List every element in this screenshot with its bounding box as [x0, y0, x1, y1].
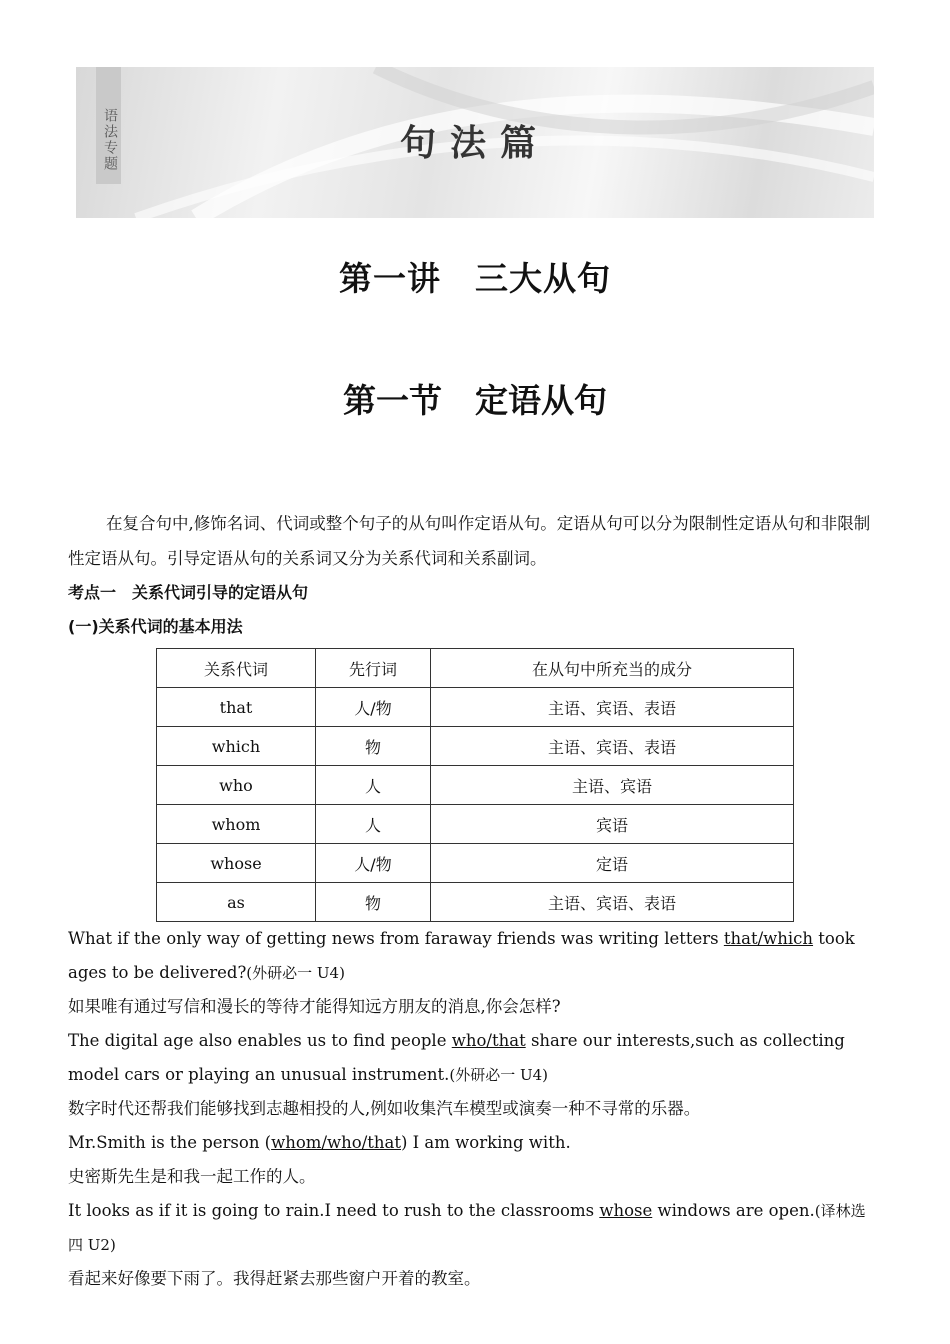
header-pronoun: 关系代词	[157, 649, 316, 688]
main-content	[68, 506, 880, 1296]
table-row	[157, 883, 794, 922]
table-row	[157, 766, 794, 805]
intro-paragraph: 在复合句中,修饰名词、代词或整个句子的从句叫作定语从句。定语从句可以分为限制性定语从句和非限制性定语从句。引导定语从句的关系词又分为关系代词和关系副词。	[68, 514, 871, 568]
antecedent-cell: 人/物	[316, 688, 431, 727]
source-note: (外研必一 U4)	[449, 1066, 549, 1084]
function-cell: 主语、宾语、表语	[431, 883, 794, 922]
example-chinese: 数字时代还帮我们能够找到志趣相投的人,例如收集汽车模型或演奏一种不寻常的乐器。	[68, 1099, 701, 1118]
table-row	[157, 688, 794, 727]
table-row	[157, 844, 794, 883]
header-banner	[76, 67, 874, 218]
underlined-pronoun: that/which	[723, 929, 814, 948]
function-cell: 主语、宾语、表语	[431, 727, 794, 766]
pronoun-cell: that	[157, 688, 316, 727]
point-heading: 考点一 关系代词引导的定语从句	[68, 583, 309, 602]
pronoun-cell: as	[157, 883, 316, 922]
header-function: 在从句中所充当的成分	[431, 649, 794, 688]
source-note: (译林选四 U2)	[68, 1202, 866, 1254]
example-chinese: 如果唯有通过写信和漫长的等待才能得知远方朋友的消息,你会怎样?	[68, 997, 561, 1016]
section-title: 第一节 定语从句	[343, 381, 607, 420]
header-antecedent: 先行词	[316, 649, 431, 688]
pronoun-cell: who	[157, 766, 316, 805]
underlined-pronoun: whose	[599, 1201, 653, 1220]
antecedent-cell: 物	[316, 727, 431, 766]
table-header-row	[157, 649, 794, 688]
function-cell: 主语、宾语、表语	[431, 688, 794, 727]
relative-pronoun-table	[156, 648, 794, 922]
function-cell: 宾语	[431, 805, 794, 844]
table-row	[157, 805, 794, 844]
pronoun-cell: which	[157, 727, 316, 766]
grammar-topic-tab: 语法专题	[96, 67, 121, 184]
table-row	[157, 727, 794, 766]
example-english: The digital age also enables us to find people who/that share our interests,such as collecting model cars or playing an unusual instrument.(外研必一 U4)	[68, 1031, 845, 1084]
example-chinese: 史密斯先生是和我一起工作的人。	[68, 1167, 316, 1186]
lecture-title: 第一讲 三大从句	[339, 259, 611, 298]
function-cell: 定语	[431, 844, 794, 883]
antecedent-cell: 人/物	[316, 844, 431, 883]
example-english: It looks as if it is going to rain.I need to rush to the classrooms whose windows are open.(译林选四 U2)	[68, 1201, 866, 1254]
sub-heading: (一)关系代词的基本用法	[68, 617, 243, 636]
pronoun-cell: whom	[157, 805, 316, 844]
example-chinese: 看起来好像要下雨了。我得赶紧去那些窗户开着的教室。	[68, 1269, 481, 1288]
underlined-pronoun: whom/who/that	[271, 1133, 401, 1152]
banner-title: 句法篇	[399, 123, 550, 164]
antecedent-cell: 物	[316, 883, 431, 922]
antecedent-cell: 人	[316, 805, 431, 844]
antecedent-cell: 人	[316, 766, 431, 805]
underlined-pronoun: who/that	[451, 1031, 526, 1050]
pronoun-cell: whose	[157, 844, 316, 883]
example-english: Mr.Smith is the person (whom/who/that) I am working with.	[68, 1133, 571, 1152]
source-note: (外研必一 U4)	[246, 964, 345, 982]
function-cell: 主语、宾语	[431, 766, 794, 805]
example-english: What if the only way of getting news from faraway friends was writing letters that/which took ages to be delivered?(外研必一 U4)	[68, 929, 855, 982]
